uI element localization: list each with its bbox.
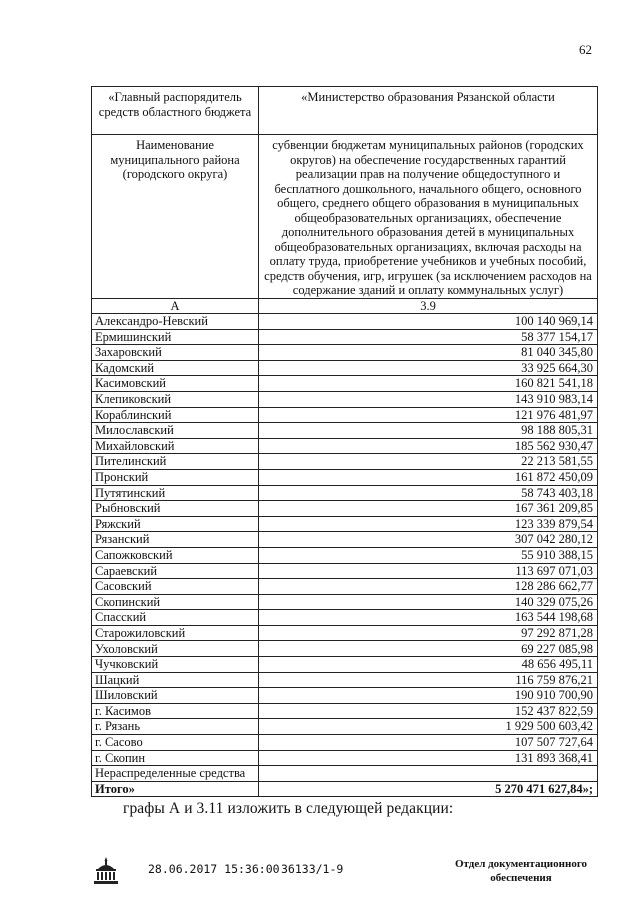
subvention-amount: 163 544 198,68 [259,610,598,626]
subvention-amount: 128 286 662,77 [259,579,598,595]
table-row [92,423,598,439]
instruction-text: графы А и 3.11 изложить в следующей редакции: [123,800,454,817]
subvention-amount: 107 507 727,64 [259,735,598,751]
table-row [92,610,598,626]
subvention-amount: 81 040 345,80 [259,345,598,361]
footer-department-line2: обеспечения [490,872,552,884]
subvention-amount: 190 910 700,90 [259,688,598,704]
table-row [92,563,598,579]
subvention-amount: 140 329 075,26 [259,594,598,610]
table-row [92,407,598,423]
district-name: Спасский [92,610,259,626]
footer-department [446,857,596,885]
district-name: Путятинский [92,485,259,501]
duma-logo-icon [91,855,121,887]
subvention-amount: 22 213 581,55 [259,454,598,470]
subvention-amount: 48 656 495,11 [259,657,598,673]
table-row [92,688,598,704]
district-name: Касимовский [92,376,259,392]
table-row [92,719,598,735]
subvention-amount: 121 976 481,97 [259,407,598,423]
district-name: Рыбновский [92,501,259,517]
district-name: Шацкий [92,672,259,688]
subvention-amount: 33 925 664,30 [259,360,598,376]
subvention-amount: 160 821 541,18 [259,376,598,392]
header-row [92,87,598,135]
subvention-amount: 116 759 876,21 [259,672,598,688]
table-row [92,750,598,766]
subvention-amount: 69 227 085,98 [259,641,598,657]
table-row [92,314,598,330]
footer-datetime: 28.06.2017 15:36:00 [148,862,280,876]
subvention-amount: 152 437 822,59 [259,703,598,719]
table-row [92,594,598,610]
total-amount: 5 270 471 627,84»; [259,781,598,797]
subvention-amount: 58 377 154,17 [259,329,598,345]
district-name: Михайловский [92,438,259,454]
table-row [92,766,598,782]
table-row [92,438,598,454]
subvention-amount: 55 910 388,15 [259,547,598,563]
district-name: Ермишинский [92,329,259,345]
subvention-amount: 98 188 805,31 [259,423,598,439]
table-row [92,516,598,532]
table-row [92,485,598,501]
district-name-header: Наименование муниципального района (городского округа) [92,135,259,299]
district-name: Сапожковский [92,547,259,563]
table-row [92,329,598,345]
district-name: Кадомский [92,360,259,376]
subvention-amount: 100 140 969,14 [259,314,598,330]
subvention-amount: 1 929 500 603,42 [259,719,598,735]
subvention-amount: 97 292 871,28 [259,625,598,641]
table-row [92,345,598,361]
table-row [92,501,598,517]
subvention-amount: 113 697 071,03 [259,563,598,579]
district-name: Чучковский [92,657,259,673]
district-name: Александро-Невский [92,314,259,330]
table-row [92,579,598,595]
subvention-amount: 185 562 930,47 [259,438,598,454]
table-row [92,625,598,641]
subvention-amount [259,766,598,782]
table-row [92,547,598,563]
district-name: Ухоловский [92,641,259,657]
budget-table [91,86,598,797]
district-name: Милославский [92,423,259,439]
subvention-amount: 143 910 983,14 [259,391,598,407]
total-row [92,781,598,797]
subheader-row [92,135,598,299]
table-row [92,454,598,470]
subvention-amount: 123 339 879,54 [259,516,598,532]
district-name: Пронский [92,469,259,485]
footer-department-line1: Отдел документационного [454,858,588,870]
district-name: Нераспределенные средства [92,766,259,782]
table-row [92,376,598,392]
table-row [92,672,598,688]
page-number: 62 [579,42,592,57]
total-label: Итого» [92,781,259,797]
district-name: Рязанский [92,532,259,548]
left-title-cell: «Главный распорядитель средств областного бюджета [92,87,259,135]
district-name: г. Сасово [92,735,259,751]
footer-document-code: 36133/1-9 [281,862,344,876]
district-name: Старожиловский [92,625,259,641]
table-row [92,532,598,548]
district-name: Пителинский [92,454,259,470]
right-title-cell: «Министерство образования Рязанской области [259,87,598,135]
district-name: Сараевский [92,563,259,579]
subvention-amount: 307 042 280,12 [259,532,598,548]
district-name: Сасовский [92,579,259,595]
subvention-amount: 161 872 450,09 [259,469,598,485]
subvention-amount: 58 743 403,18 [259,485,598,501]
subvention-description-header: субвенции бюджетам муниципальных районов (городских округов) на обеспечение государственных гарантий реализации прав на получение общедоступного и бесплатного дошкольного, начального общего, основного общего, среднего общего образования в муниципальных общеобразовательных организациях, обеспечение дополнительного образования детей в муниципальных общеобразовательных организациях, включая расходы на оплату труда, приобретение учебников и учебных пособий, средств обучения, игр, игрушек (за исключением расходов на содержание зданий и оплату коммунальных услуг) [259,135,598,299]
table-row [92,735,598,751]
table-row [92,469,598,485]
column-3-9-label: 3.9 [259,298,598,314]
district-name: г. Скопин [92,750,259,766]
district-name: г. Касимов [92,703,259,719]
table-row [92,360,598,376]
column-code-row [92,298,598,314]
district-name: Скопинский [92,594,259,610]
district-name: г. Рязань [92,719,259,735]
table-row [92,391,598,407]
table-row [92,703,598,719]
district-name: Захаровский [92,345,259,361]
subvention-amount: 131 893 368,41 [259,750,598,766]
district-name: Клепиковский [92,391,259,407]
district-name: Ряжский [92,516,259,532]
table-row [92,641,598,657]
subvention-amount: 167 361 209,85 [259,501,598,517]
table-row [92,657,598,673]
district-name: Кораблинский [92,407,259,423]
column-a-label: А [92,298,259,314]
district-name: Шиловский [92,688,259,704]
